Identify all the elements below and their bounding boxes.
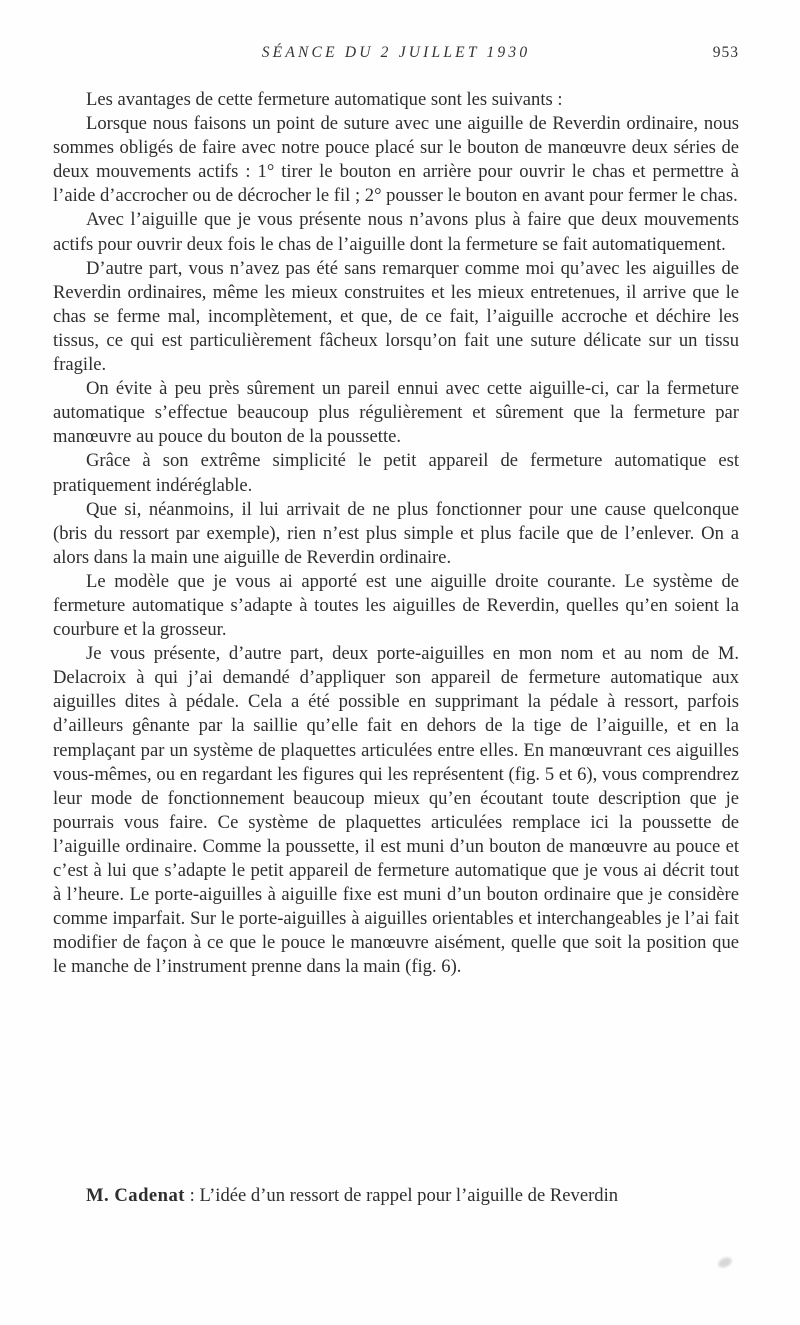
closing-text: : L’idée d’un ressort de rappel pour l’aiguille de Reverdin	[185, 1185, 619, 1206]
paper-smudge	[717, 1255, 733, 1269]
paragraph-simplicity: Grâce à son extrême simplicité le petit appareil de fermeture automatique est pratiquement indéréglable.	[53, 450, 739, 496]
paragraph-needle-holders: Je vous présente, d’autre part, deux porte-aiguilles en mon nom et au nom de M. Delacroix à qui j’ai demandé d’appliquer son appareil de fermeture automatique aux aiguilles dites à pédale. Cela a été possible en supprimant la pédale à ressort, parfois d’ailleurs gênante par la saillie qu’elle fait en dehors de la tige de l’aiguille, et en la remplaçant par un système de plaquettes articulées entre elles. En manœuvrant ces aiguilles vous-mêmes, ou en regardant les figures qui les représentent (fig. 5 et 6), vous comprendrez leur mode de fonctionnement beaucoup mieux qu’en écoutant toute description que je pourrais vous faire. Ce système de plaquettes articulées remplace ici la poussette de l’aiguille ordinaire. Comme la poussette, il est muni d’un bouton de manœuvre au pouce et c’est à lui que s’adapte le petit appareil de fermeture automatique que je vous ai décrit tout à l’heure. Le porte-aiguilles à aiguille fixe est muni d’un bouton ordinaire que je considère comme imparfait. Sur le porte-aiguilles à aiguilles orientables et interchangeables je l’ai fait modifier de façon à ce que le pouce le manœuvre aisément, quelle que soit la position que le manche de l’instrument prenne dans la main (fig. 6).	[53, 643, 739, 978]
running-header	[53, 44, 739, 68]
paragraph-spring-failure: Que si, néanmoins, il lui arrivait de ne plus fonctionner pour une cause quelconque (bris du ressort par exemple), rien n’est plus simple et plus facile que de l’enlever. On a alors dans la main une aiguille de Reverdin ordinaire.	[53, 498, 739, 568]
paragraph-closure-problem: D’autre part, vous n’avez pas été sans remarquer comme moi qu’avec les aiguilles de Reverdin ordinaires, même les mieux construites et les mieux entretenues, il arrive que le chas se ferme mal, incomplètement, et que, de ce fait, l’aiguille accroche et déchire les tissus, ce qui est particulièrement fâcheux lorsqu’on fait une suture délicate sur un tissu fragile.	[53, 257, 739, 376]
running-title: SÉANCE DU 2 JUILLET 1930	[261, 44, 531, 61]
body-text	[53, 88, 739, 979]
speaker-name: M. Cadenat	[86, 1185, 185, 1206]
paragraph-automatic-closure: On évite à peu près sûrement un pareil ennui avec cette aiguille-ci, car la fermeture automatique s’effectue beaucoup plus régulièrement et sûrement que la fermeture par manœuvre au pouce du bouton de la poussette.	[53, 378, 739, 448]
paragraph-model: Le modèle que je vous ai apporté est une aiguille droite courante. Le système de fermeture automatique s’adapte à toutes les aiguilles de Reverdin, quelles qu’en soient la courbure et la grosseur.	[53, 570, 739, 641]
page-number: 953	[712, 44, 739, 61]
paragraph-new-needle: Avec l’aiguille que je vous présente nous n’avons plus à faire que deux mouvements actifs pour ouvrir deux fois le chas de l’aiguille dont la fermeture se fait automatiquement.	[53, 209, 739, 255]
closing-remark	[53, 1184, 739, 1208]
paragraph-advantages: Les avantages de cette fermeture automatique sont les suivants :	[86, 89, 563, 110]
paragraph-ordinary-needle: Lorsque nous faisons un point de suture avec une aiguille de Reverdin ordinaire, nous sommes obligés de faire avec notre pouce placé sur le bouton de manœuvre deux séries de deux mouvements actifs : 1° tirer le bouton en arrière pour ouvrir le chas et permettre à l’aide d’accrocher ou de décrocher le fil ; 2° pousser le bouton en avant pour fermer le chas.	[53, 113, 739, 207]
